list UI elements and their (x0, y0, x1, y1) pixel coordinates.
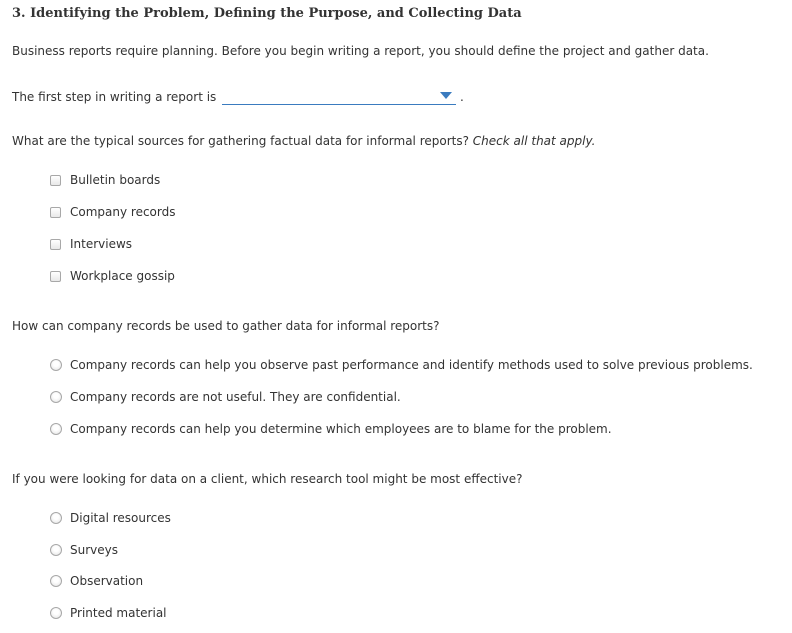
q4-question: If you were looking for data on a client, which research tool might be most effective? (12, 472, 523, 486)
q2-instruction: Check all that apply. (472, 134, 596, 148)
option-label: Workplace gossip (70, 269, 175, 283)
q1-suffix: . (460, 90, 464, 104)
q2-option-company-records[interactable] (50, 205, 176, 219)
option-label: Company records are not useful. They are confidential. (70, 390, 401, 404)
q2-question (12, 134, 595, 148)
checkbox[interactable] (50, 207, 61, 218)
q3-option-2[interactable] (50, 390, 401, 404)
intro-text: Business reports require planning. Before you begin writing a report, you should define the project and gather data. (12, 44, 709, 58)
option-label: Surveys (70, 543, 118, 557)
option-label: Digital resources (70, 511, 171, 525)
q3-question: How can company records be used to gather data for informal reports? (12, 319, 440, 333)
radio-button[interactable] (50, 391, 62, 403)
checkbox[interactable] (50, 175, 61, 186)
q2-question-text: What are the typical sources for gathering factual data for informal reports? (12, 134, 469, 148)
q2-option-interviews[interactable] (50, 237, 132, 251)
option-label: Interviews (70, 237, 133, 251)
option-label: Printed material (70, 606, 167, 620)
radio-button[interactable] (50, 423, 62, 435)
caret-down-icon (440, 92, 452, 99)
q1-prefix: The first step in writing a report is (12, 90, 217, 104)
radio-button[interactable] (50, 544, 62, 556)
option-label: Observation (70, 574, 144, 588)
checkbox[interactable] (50, 271, 61, 282)
q3-option-3[interactable] (50, 422, 612, 436)
page-title: 3. Identifying the Problem, Defining the Purpose, and Collecting Data (12, 6, 522, 21)
radio-button[interactable] (50, 512, 62, 524)
q2-option-bulletin-boards[interactable] (50, 173, 160, 187)
q2-option-workplace-gossip[interactable] (50, 269, 175, 283)
option-label: Bulletin boards (70, 173, 161, 187)
option-label: Company records can help you determine which employees are to blame for the problem. (70, 422, 612, 436)
option-label: Company records (70, 205, 176, 219)
option-label: Company records can help you observe past performance and identify methods used to solve previous problems. (70, 358, 753, 372)
radio-button[interactable] (50, 607, 62, 619)
q4-option-surveys[interactable] (50, 543, 118, 557)
radio-button[interactable] (50, 575, 62, 587)
first-step-dropdown[interactable] (222, 88, 456, 105)
radio-button[interactable] (50, 359, 62, 371)
q4-option-digital-resources[interactable] (50, 511, 171, 525)
q3-option-1[interactable] (50, 358, 753, 372)
q4-option-printed-material[interactable] (50, 606, 167, 620)
checkbox[interactable] (50, 239, 61, 250)
q4-option-observation[interactable] (50, 574, 143, 588)
